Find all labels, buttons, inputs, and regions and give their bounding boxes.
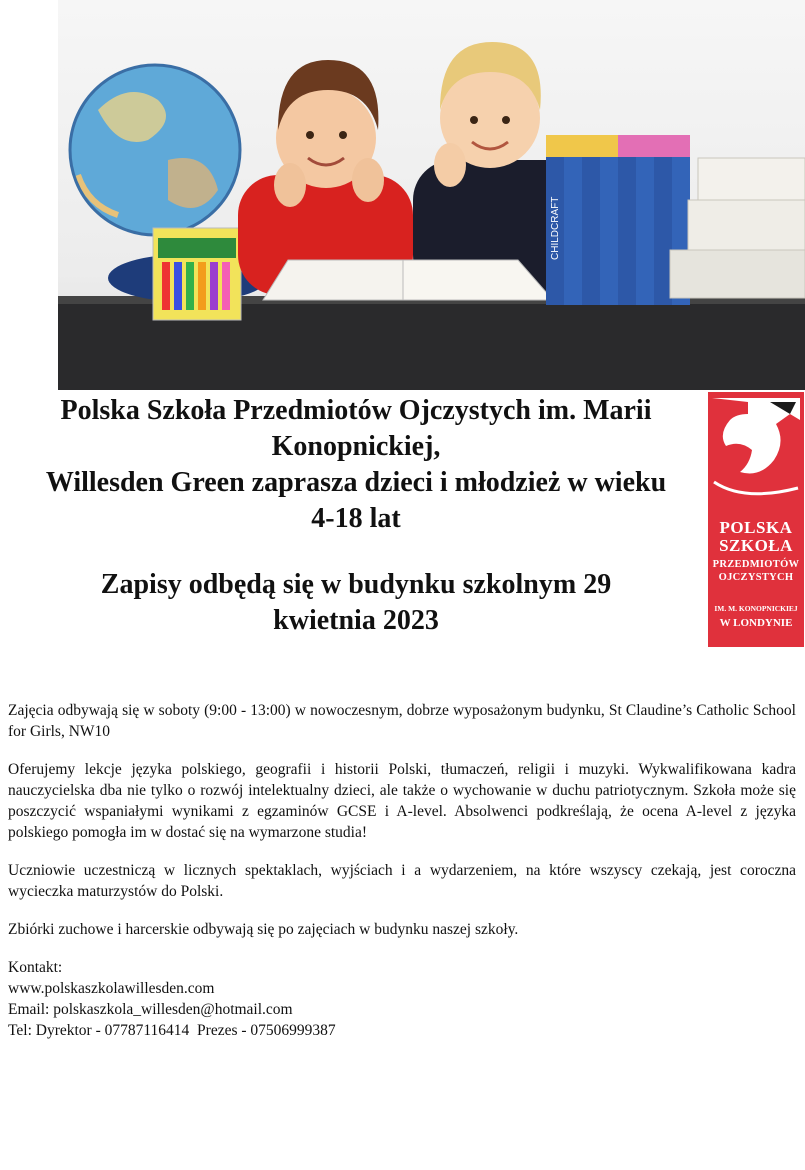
contact-block xyxy=(8,957,796,1041)
logo-patron: IM. M. KONOPNICKIEJ xyxy=(714,604,798,613)
headline-line-6: kwietnia 2023 xyxy=(273,605,439,636)
headline xyxy=(0,393,712,639)
headline-line-3: Willesden Green zaprasza dzieci i młodzież w wieku xyxy=(45,467,667,498)
hero-photo xyxy=(58,0,805,390)
open-book xyxy=(263,260,403,300)
hero-illustration xyxy=(58,0,805,390)
paragraph-offer: Oferujemy lekcje języka polskiego, geografii i historii Polski, tłumaczeń, religii i muzyki. Wykwalifikowana kadra nauczycielska dba nie tylko o rozwój intelektualny dzieci, ale także o wychowanie w duchu patriotycznym. Szkoła może się poszczycić wspaniałymi wynikami z egzaminów GCSE i A-level. Absolwenci podkreślają, że ocena A-level z języka polskiego pomogła im w dostać się na wymarzone studia! xyxy=(8,761,796,841)
headline-line-1: Polska Szkoła Przedmiotów Ojczystych im. Marii xyxy=(60,395,652,426)
headline-line-4: 4-18 lat xyxy=(311,503,401,534)
paragraph-scouts: Zbiórki zuchowe i harcerskie odbywają się po zajęciach w budynku naszej szkoły. xyxy=(8,921,519,938)
paragraph-schedule: Zajęcia odbywają się w soboty (9:00 - 13:00) w nowoczesnym, dobrze wyposażonym budynku, St Claudine’s Catholic School for Girls, NW10 xyxy=(8,702,796,740)
logo-title: POLSKA SZKOŁA xyxy=(719,518,793,555)
book-spine-label: CHILDCRAFT xyxy=(550,196,561,260)
logo-location: W LONDYNIE xyxy=(719,617,793,629)
contact-website[interactable]: www.polskaszkolawillesden.com xyxy=(8,980,215,997)
paragraph-events: Uczniowie uczestniczą w licznych spektaklach, wyjściach i a wydarzeniem, na które wszyscy czekają, jest coroczna wycieczka maturzystów do Polski. xyxy=(8,862,796,900)
contact-phone: Tel: Dyrektor - 07787116414 Prezes - 07506999387 xyxy=(8,1022,336,1039)
logo-emblem-icon xyxy=(708,392,804,517)
body-text xyxy=(8,700,796,1041)
logo-subtitle: PRZEDMIOTÓW OJCZYSTYCH xyxy=(712,559,800,583)
book-stack xyxy=(670,250,805,298)
book-row xyxy=(546,135,690,305)
contact-email[interactable]: Email: polskaszkola_willesden@hotmail.com xyxy=(8,1001,293,1018)
contact-label: Kontakt: xyxy=(8,959,63,976)
headline-line-5: Zapisy odbędą się w budynku szkolnym 29 xyxy=(100,569,612,600)
school-logo xyxy=(708,392,804,647)
headline-line-2: Konopnickiej, xyxy=(271,431,441,462)
